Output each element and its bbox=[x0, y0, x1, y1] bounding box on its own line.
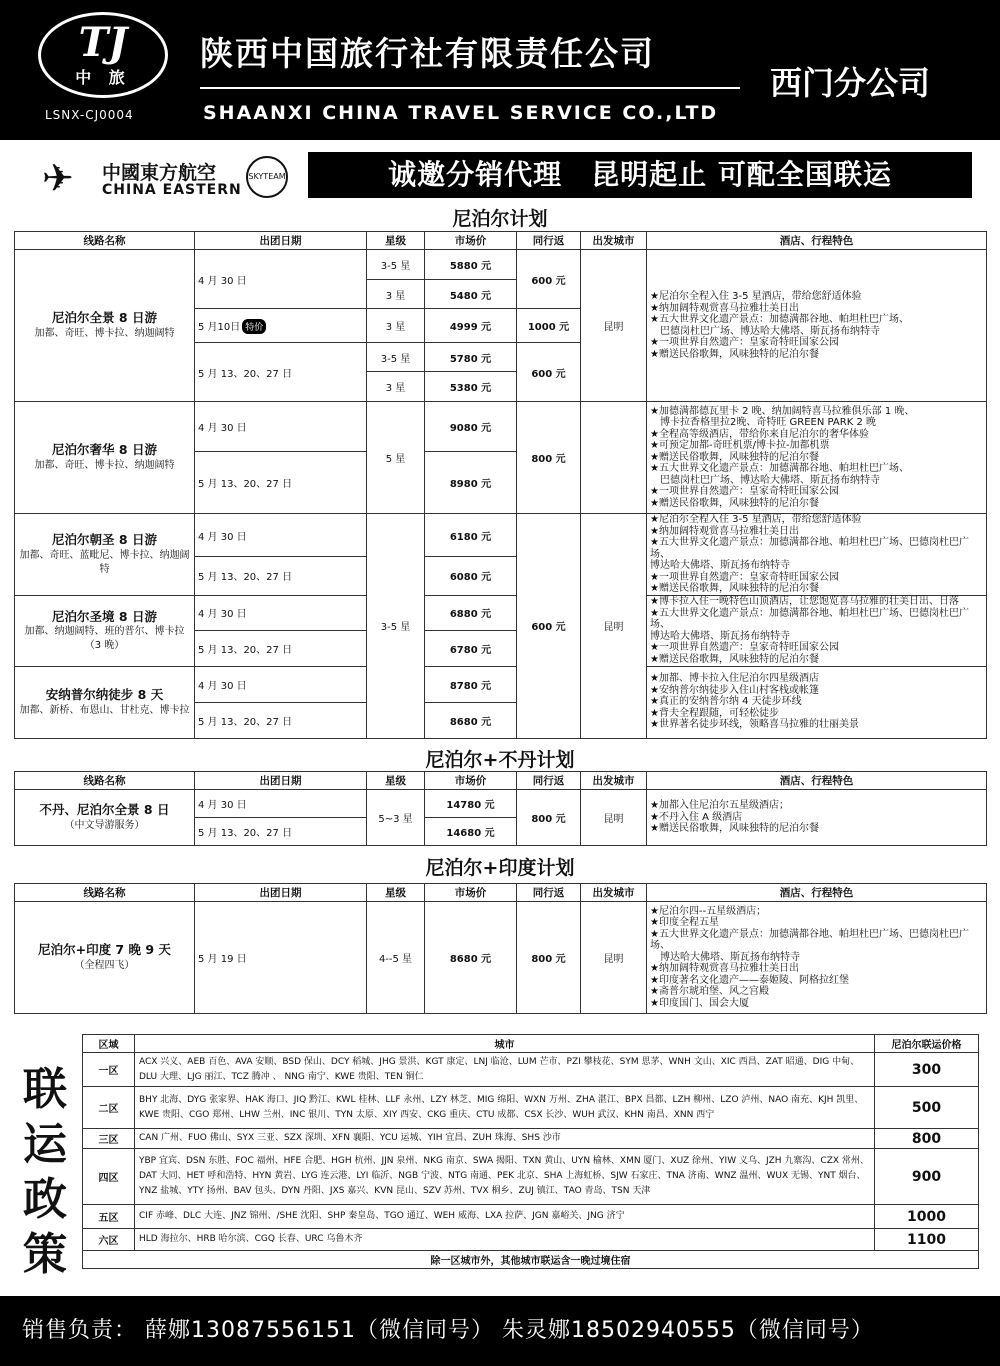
star-cell: 5~3 星 bbox=[367, 790, 425, 846]
price-cell: 6880 元 bbox=[425, 595, 517, 630]
price-cell: 5880 元 bbox=[425, 250, 517, 280]
date-cell: 5 月 13、20、27 日 bbox=[195, 702, 367, 738]
price-cell: 14680 元 bbox=[425, 818, 517, 846]
route-name: 尼泊尔全景 8 日游 bbox=[52, 310, 157, 326]
route-sub: 加都、纳迦阔特、班的普尔、博卡拉（3 晚） bbox=[24, 626, 185, 651]
price-cell: 8780 元 bbox=[425, 666, 517, 702]
price-cell: 14780 元 bbox=[425, 790, 517, 818]
col-route: 线路名称 bbox=[15, 884, 195, 902]
date-cell bbox=[195, 309, 367, 343]
price-cell: 5780 元 bbox=[425, 343, 517, 372]
zone-cell: 二区 bbox=[83, 1087, 135, 1129]
date-cell: 5 月 13、20、27 日 bbox=[195, 818, 367, 846]
zone-price-cell: 900 bbox=[875, 1149, 979, 1205]
peer-cell: 800 元 bbox=[517, 902, 581, 1014]
price-cell: 9080 元 bbox=[425, 402, 517, 452]
route-name: 尼泊尔圣境 8 日游 bbox=[52, 608, 157, 624]
zone-cell: 五区 bbox=[83, 1205, 135, 1229]
logo-text: 中 旅 bbox=[75, 68, 131, 87]
col-feature: 酒店、行程特色 bbox=[647, 772, 987, 790]
zone-note: 除一区城市外，其他城市联运含一晚过境住宿 bbox=[83, 1251, 979, 1269]
zone-cell: 六区 bbox=[83, 1229, 135, 1251]
city-cell: 昆明 bbox=[581, 790, 647, 846]
city-cell bbox=[581, 402, 647, 514]
price-cell: 6180 元 bbox=[425, 514, 517, 557]
date-cell: 5 月 13、20、27 日 bbox=[195, 452, 367, 514]
zone-cell: 四区 bbox=[83, 1149, 135, 1205]
col-star: 星级 bbox=[367, 772, 425, 790]
date-cell: 5 月 19 日 bbox=[195, 902, 367, 1014]
branch-name: 西门分公司 bbox=[770, 64, 931, 102]
table-row bbox=[15, 902, 987, 1014]
price-cell: 4999 元 bbox=[425, 309, 517, 343]
airline-name-cn: 中國東方航空 bbox=[102, 162, 217, 184]
nepal-table bbox=[14, 231, 987, 739]
star-cell: 5 星 bbox=[367, 402, 425, 514]
zone-cell: 三区 bbox=[83, 1129, 135, 1149]
zone-cell: 一区 bbox=[83, 1053, 135, 1087]
feature-cell: ★加都入住尼泊尔五星级酒店； ★不丹入住 A 级酒店 ★赠送民俗歌舞，风味独特的尼泊尔餐 bbox=[647, 790, 987, 846]
price-cell: 5380 元 bbox=[425, 372, 517, 402]
date-cell: 5 月 13、20、27 日 bbox=[195, 630, 367, 666]
table-row bbox=[15, 250, 987, 280]
peer-cell: 800 元 bbox=[517, 790, 581, 846]
price-cell: 5480 元 bbox=[425, 280, 517, 309]
star-cell: 3-5 星 bbox=[367, 343, 425, 372]
col-peer: 同行返 bbox=[517, 232, 581, 250]
table-header-row bbox=[83, 1035, 979, 1053]
table-row bbox=[83, 1053, 979, 1087]
col-dates: 出团日期 bbox=[195, 884, 367, 902]
city-cell: 昆明 bbox=[581, 514, 647, 739]
header-divider bbox=[200, 87, 740, 89]
date-cell: 4 月 30 日 bbox=[195, 514, 367, 557]
col-market: 市场价 bbox=[425, 232, 517, 250]
col-cities: 城市 bbox=[135, 1035, 875, 1053]
route-cell bbox=[15, 402, 195, 514]
feature-cell: ★加都、博卡拉入住尼泊尔四星级酒店 ★安纳普尔纳徒步入住山村客栈或帐篷 ★真正的安纳普尔纳 4 天徒步环线 ★背夫全程跟随，可轻松徒步 ★世界著名徒步环线，领略喜马拉雅的壮丽美景 bbox=[647, 666, 987, 738]
col-dates: 出团日期 bbox=[195, 772, 367, 790]
col-city: 出发城市 bbox=[581, 884, 647, 902]
date-cell: 4 月 30 日 bbox=[195, 595, 367, 630]
col-peer: 同行返 bbox=[517, 772, 581, 790]
price-cell: 6080 元 bbox=[425, 557, 517, 595]
cities-cell: CIF 赤峰、DLC 大连、JNZ 锦州、/SHE 沈阳、SHP 秦皇岛、TGO 通辽、WEH 威海、LXA 拉萨、JGN 嘉峪关、JNG 济宁 bbox=[135, 1205, 875, 1229]
city-cell: 昆明 bbox=[581, 250, 647, 402]
license-number: LSNX-CJ0004 bbox=[45, 108, 134, 122]
star-cell: 3 星 bbox=[367, 280, 425, 309]
date-cell: 5 月 13、20、27 日 bbox=[195, 343, 367, 402]
cities-cell: ACX 兴义、AEB 百色、AVA 安顺、BSD 保山、DCY 稻城、JHG 景洪、KGT 康定、LNJ 临沧、LUM 芒市、PZI 攀枝花、SYM 思茅、WNH 文山、XIC 西昌、ZAT 昭通、DIG 中甸、DLU 大理、LJG 丽江、TCZ 腾冲 、 NNG 南宁、KWE 贵阳、TEN 铜仁 bbox=[135, 1053, 875, 1087]
peer-cell: 600 元 bbox=[517, 343, 581, 402]
zone-price-cell: 300 bbox=[875, 1053, 979, 1087]
route-cell bbox=[15, 595, 195, 666]
section-title-bhutan: 尼泊尔+不丹计划 bbox=[425, 749, 575, 771]
col-peer: 同行返 bbox=[517, 884, 581, 902]
table-row bbox=[15, 595, 987, 630]
cities-cell: YBP 宜宾、DSN 东胜、FOC 福州、HFE 合肥、HGH 杭州、JJN 泉州、NKG 南京、SWA 揭阳、TXN 黄山、UYN 榆林、XMN 厦门、XUZ 徐州、YIW 义乌、JZH 九寨沟、CZX 常州、DAT 大同、HET 呼和浩特、HYN 黄岩、LYG 连云港、LYI 临沂、NGB 宁波、NTG 南通、PEK 北京、SHA 上海虹桥、SJW 石家庄、TNA 济南、WNZ 温州、WUX 无锡、YNT 烟台、YNZ 盐城、YTY 扬州、BAV 包头、DYN 丹阳、JXS 嘉兴、KVN 昆山、SZV 苏州、TVX 桐乡、ZUJ 镇江、TAO 青岛、TSN 天津 bbox=[135, 1149, 875, 1205]
peer-cell: 800 元 bbox=[517, 402, 581, 514]
route-name: 尼泊尔朝圣 8 日游 bbox=[52, 532, 157, 548]
peer-cell: 1000 元 bbox=[517, 309, 581, 343]
route-sub: 加都、奇旺、蓝毗尼、博卡拉、纳迦阔特 bbox=[19, 550, 190, 575]
date-cell: 4 月 30 日 bbox=[195, 666, 367, 702]
feature-cell: ★博卡拉入住一晚特色山顶酒店，让您饱览喜马拉雅的壮美日出、日落 ★五大世界文化遗产景点：加德满都谷地、帕坦杜巴广场、巴德岗杜巴广场、 博达哈大佛塔、斯瓦扬布纳特寺 ★一项世界自然遗产：皇家奇特旺国家公园 ★赠送民俗歌舞，风味独特的尼泊尔餐 bbox=[647, 595, 987, 666]
zone-price-cell: 1100 bbox=[875, 1229, 979, 1251]
zone-price-cell: 500 bbox=[875, 1087, 979, 1129]
feature-cell: ★尼泊尔四--五星级酒店； ★印度全程五星 ★五大世界文化遗产景点：加德满都谷地、帕坦杜巴广场、巴德岗杜巴广场、 博达哈大佛塔、斯瓦扬布纳特寺 ★纳加阔特观赏喜马拉雅壮美日出 ★印度著名文化遗产——泰姬陵、阿格拉红堡 ★斋普尔琥珀堡、风之宫殿 ★印度国门、国会大厦 bbox=[647, 902, 987, 1014]
route-name: 不丹、尼泊尔全景 8 日 bbox=[39, 802, 170, 818]
table-row bbox=[15, 514, 987, 557]
feature-cell: ★加德满都德瓦里卡 2 晚、纳加阔特喜马拉雅俱乐部 1 晚、 博卡拉香格里拉2晚、奇特旺 GREEN PARK 2 晚 ★全程高等级酒店，带给你来自尼泊尔的奢华体验 ★可预定加都-奇旺机票/博卡拉-加都机票 ★赠送民俗歌舞，风味独特的尼泊尔餐 ★五大世界文化遗产景点：加德满都谷地、帕坦杜巴广场、 巴德岗杜巴广场、博达哈大佛塔、斯瓦扬布纳特寺 ★一项世界自然遗产：皇家奇特旺国家公园 ★赠送民俗歌舞，风味独特的尼泊尔餐 bbox=[647, 402, 987, 514]
route-sub: 加都、新桥、布恩山、甘杜克、博卡拉 bbox=[19, 704, 190, 716]
route-cell bbox=[15, 902, 195, 1014]
route-sub: （全程四飞） bbox=[74, 960, 135, 972]
route-cell bbox=[15, 666, 195, 738]
swallow-icon: ✈ bbox=[42, 156, 74, 200]
col-city: 出发城市 bbox=[581, 232, 647, 250]
col-route: 线路名称 bbox=[15, 772, 195, 790]
col-city: 出发城市 bbox=[581, 772, 647, 790]
zone-price-cell: 800 bbox=[875, 1129, 979, 1149]
col-market: 市场价 bbox=[425, 884, 517, 902]
section-title-india: 尼泊尔+印度计划 bbox=[425, 857, 575, 879]
india-table bbox=[14, 883, 987, 1014]
col-feature: 酒店、行程特色 bbox=[647, 232, 987, 250]
table-row bbox=[15, 790, 987, 818]
table-row bbox=[83, 1251, 979, 1269]
cities-cell: HLD 海拉尔、HRB 哈尔滨、CGQ 长春、URC 乌鲁木齐 bbox=[135, 1229, 875, 1251]
feature-cell: ★尼泊尔全程入住 3-5 星酒店，带给您舒适体验 ★纳加阔特观赏喜马拉雅壮美日出 ★五大世界文化遗产景点：加德满都谷地、帕坦杜巴广场、巴德岗杜巴广场、 博达哈大佛塔、斯瓦扬布纳特寺 ★一项世界自然遗产：皇家奇特旺国家公园 ★赠送民俗歌舞，风味独特的尼泊尔餐 bbox=[647, 514, 987, 596]
slogan-banner: 诚邀分销代理 昆明起止 可配全国联运 bbox=[308, 152, 972, 198]
cities-cell: CAN 广州、FUO 佛山、SYX 三亚、SZX 深圳、XFN 襄阳、YCU 运城、YIH 宜昌、ZUH 珠海、SHS 沙市 bbox=[135, 1129, 875, 1149]
route-name: 尼泊尔+印度 7 晚 9 天 bbox=[38, 942, 171, 958]
col-feature: 酒店、行程特色 bbox=[647, 884, 987, 902]
price-cell: 6780 元 bbox=[425, 630, 517, 666]
price-cell: 8680 元 bbox=[425, 902, 517, 1014]
star-cell: 3 星 bbox=[367, 372, 425, 402]
star-cell: 3-5 星 bbox=[367, 250, 425, 280]
price-cell: 8680 元 bbox=[425, 702, 517, 738]
route-sub: 加都、奇旺、博卡拉、纳迦阔特 bbox=[34, 328, 175, 340]
route-cell bbox=[15, 250, 195, 402]
route-cell bbox=[15, 790, 195, 846]
connection-policy-title: 联运政策 bbox=[23, 1064, 67, 1280]
price-cell: 8980 元 bbox=[425, 452, 517, 514]
col-star: 星级 bbox=[367, 884, 425, 902]
header-banner bbox=[0, 0, 1000, 140]
col-route: 线路名称 bbox=[15, 232, 195, 250]
table-row bbox=[83, 1087, 979, 1129]
col-star: 星级 bbox=[367, 232, 425, 250]
peer-cell: 600 元 bbox=[517, 250, 581, 309]
logo-mark: TJ bbox=[78, 19, 128, 66]
special-price-badge: 特价 bbox=[242, 319, 266, 334]
airline-logo bbox=[40, 152, 290, 204]
table-header-row bbox=[15, 232, 987, 250]
table-row bbox=[15, 666, 987, 702]
table-header-row bbox=[15, 772, 987, 790]
table-row bbox=[83, 1149, 979, 1205]
company-name-en: SHAANXI CHINA TRAVEL SERVICE CO.,LTD bbox=[203, 102, 719, 124]
route-sub: （中文导游服务） bbox=[64, 820, 145, 832]
feature-cell: ★尼泊尔全程入住 3-5 星酒店，带给您舒适体验 ★纳加阔特观赏喜马拉雅壮美日出 ★五大世界文化遗产景点：加德满都谷地、帕坦杜巴广场、 巴德岗杜巴广场、博达哈大佛塔、斯瓦扬布纳特寺 ★一项世界自然遗产：皇家奇特旺国家公园 ★赠送民俗歌舞，风味独特的尼泊尔餐 bbox=[647, 250, 987, 402]
airline-name-en: CHINA EASTERN bbox=[102, 182, 242, 198]
table-row bbox=[83, 1229, 979, 1251]
date-cell: 5 月 13、20、27 日 bbox=[195, 557, 367, 595]
table-row bbox=[15, 402, 987, 452]
star-cell: 3-5 星 bbox=[367, 514, 425, 739]
route-cell bbox=[15, 514, 195, 596]
col-zone: 区域 bbox=[83, 1035, 135, 1053]
section-title-nepal: 尼泊尔计划 bbox=[452, 208, 548, 230]
date-text: 5 月10日 bbox=[198, 321, 241, 333]
peer-cell: 600 元 bbox=[517, 514, 581, 739]
star-cell: 3 星 bbox=[367, 309, 425, 343]
date-cell: 4 月 30 日 bbox=[195, 250, 367, 309]
zone-table bbox=[82, 1034, 979, 1269]
star-cell: 4--5 星 bbox=[367, 902, 425, 1014]
route-name: 安纳普尔纳徒步 8 天 bbox=[45, 686, 164, 702]
table-header-row bbox=[15, 884, 987, 902]
col-market: 市场价 bbox=[425, 772, 517, 790]
zone-price-cell: 1000 bbox=[875, 1205, 979, 1229]
date-cell: 4 月 30 日 bbox=[195, 790, 367, 818]
company-name-cn: 陕西中国旅行社有限责任公司 bbox=[200, 34, 655, 73]
col-dates: 出团日期 bbox=[195, 232, 367, 250]
route-sub: 加都、奇旺、博卡拉、纳迦阔特 bbox=[34, 460, 175, 472]
col-connect-price: 尼泊尔联运价格 bbox=[875, 1035, 979, 1053]
cts-logo bbox=[38, 12, 168, 98]
table-row bbox=[83, 1205, 979, 1229]
table-row bbox=[83, 1129, 979, 1149]
route-name: 尼泊尔奢华 8 日游 bbox=[52, 442, 157, 458]
date-cell: 4 月 30 日 bbox=[195, 402, 367, 452]
skyteam-icon: SKYTEAM bbox=[246, 156, 288, 198]
cities-cell: BHY 北海、DYG 张家界、HAK 海口、JIQ 黔江、KWL 桂林、LLF 永州、LZY 林芝、MIG 绵阳、WXN 万州、ZHA 湛江、BPX 昌都、LZH 柳州、LZO 泸州、NAO 南充、KJH 凯里、KWE 贵阳、CGO 郑州、LHW 兰州、INC 银川、TYN 太原、XIY 西安、CKG 重庆、CTU 成都、CSX 长沙、WUH 武汉、KHN 南昌、XNN 西宁 bbox=[135, 1087, 875, 1129]
city-cell: 昆明 bbox=[581, 902, 647, 1014]
sales-contact-footer: 销售负责： 薛娜13087556151（微信同号） 朱灵娜18502940555（微信同号） bbox=[0, 1296, 1000, 1366]
bhutan-table bbox=[14, 771, 987, 846]
